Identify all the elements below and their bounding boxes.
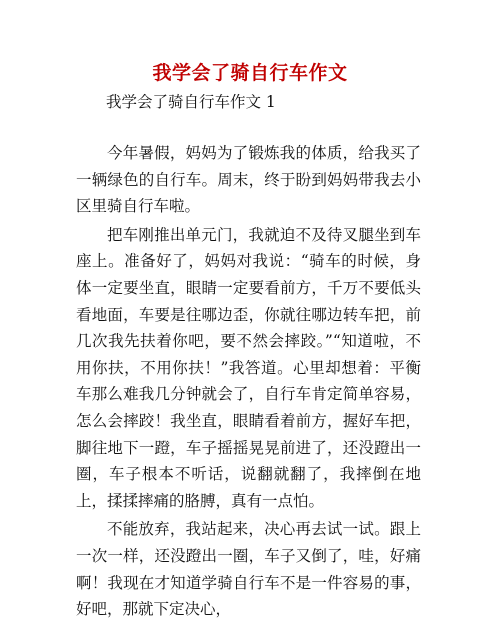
document-title: 我学会了骑自行车作文 [152,62,348,84]
document-subtitle: 我学会了骑自行车作文 1 [106,93,276,111]
paragraph: 不能放弃，我站起来，决心再去试一试。跟上一次一样，还没蹬出一圈，车子又倒了，哇，好痛啊！我现在才知道学骑自行车不是一件容易的事，好吧，那就下定决心， [76,520,421,619]
paragraph: 把车刚推出单元门，我就迫不及待叉腿坐到车座上。准备好了，妈妈对我说：“骑车的时候，身体一定要坐直，眼睛一定要看前方，千万不要低头看地面，车要是往哪边歪，你就往哪边转车把，前几次我先扶着你吧，要不然会摔跤。”“知道啦，不用你扶，不用你扶！”我答道。心里却想着：平衡车那么难我几分钟就会了，自行车肯定简单容易，怎么会摔跤！我坐直，眼睛看着前方，握好车把，脚往地下一蹬，车子摇摇晃晃前进了，还没蹬出一圈，车子根本不听话，说翻就翻了，我摔倒在地上，揉揉摔痛的胳膊，真有一点怕。 [76,225,421,510]
paragraph: 今年暑假，妈妈为了锻炼我的体质，给我买了一辆绿色的自行车。周末，终于盼到妈妈带我去小区里骑自行车啦。 [76,144,421,216]
document-body [76,140,421,625]
